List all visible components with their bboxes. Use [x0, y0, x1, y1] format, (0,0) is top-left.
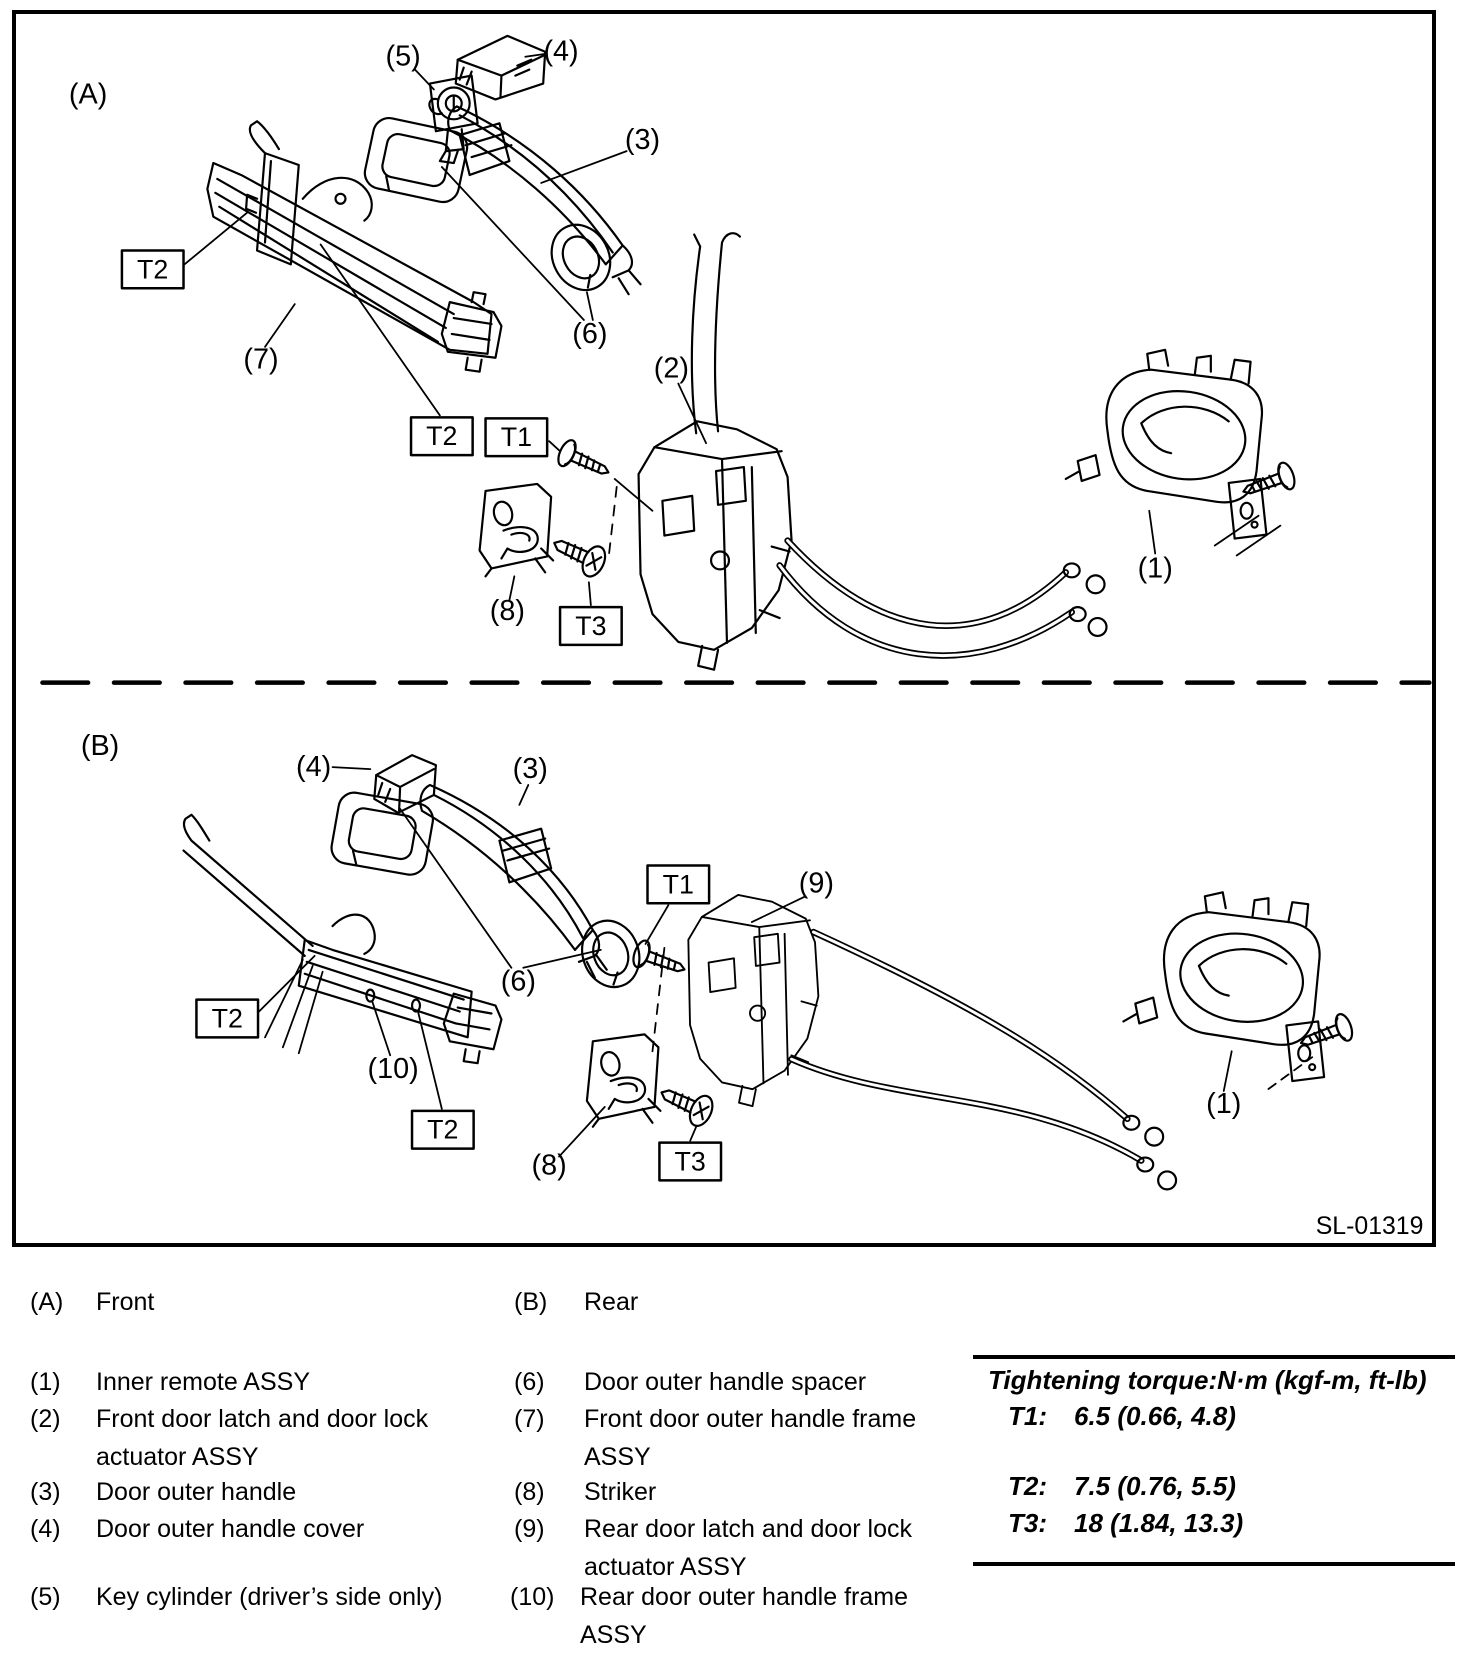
legend-label: Inner remote ASSY — [96, 1368, 311, 1396]
section-b — [81, 730, 1355, 1189]
outer-handle-b-drawing — [420, 785, 606, 978]
legend-ref: (B) — [514, 1288, 548, 1316]
latch-rods-a — [692, 233, 740, 433]
legend-ref: (9) — [514, 1515, 545, 1543]
torque-tag-t2-b2 — [412, 1012, 474, 1149]
svg-text:T2: T2 — [427, 1114, 459, 1145]
torque-table-title: Tightening torque:N·m (kgf-m, ft-lb) — [988, 1365, 1427, 1395]
legend-section-b — [514, 1283, 929, 1321]
section-a-tag: (A) — [68, 78, 108, 111]
legend-ref: (7) — [514, 1405, 545, 1433]
legend-item-3 — [30, 1473, 496, 1511]
legend-ref: (10) — [510, 1583, 555, 1611]
leader-5 — [415, 70, 434, 90]
svg-text:T2: T2 — [137, 254, 169, 285]
legend-item-6 — [514, 1363, 929, 1401]
legend-item-4 — [30, 1510, 496, 1548]
cables-a — [780, 541, 1107, 656]
callout-6a: (6) — [572, 317, 608, 350]
legend-ref: (2) — [30, 1405, 61, 1433]
torque-row-value: 7.5 (0.76, 5.5) — [1074, 1471, 1236, 1501]
callout-3b: (3) — [512, 753, 548, 786]
torque-tag-t3-a — [560, 582, 622, 645]
svg-text:T3: T3 — [575, 610, 607, 641]
torque-row-t2 — [1008, 1471, 1236, 1502]
legend-ref: (3) — [30, 1478, 61, 1506]
legend-label: Door outer handle cover — [96, 1515, 365, 1543]
inner-remote-b-drawing — [1123, 892, 1324, 1081]
torque-tag-t3-b — [659, 1127, 721, 1181]
rear-latch-drawing — [688, 895, 818, 1106]
callout-3a: (3) — [624, 124, 661, 157]
torque-table-bottom-rule — [973, 1562, 1455, 1566]
callout-6b: (6) — [500, 965, 536, 998]
legend-label: Front door outer handle frame ASSY — [584, 1405, 917, 1471]
screw-t3-a — [548, 529, 610, 580]
torque-row-tag: T3: — [1008, 1508, 1047, 1538]
callout-2: (2) — [653, 352, 689, 385]
legend-ref: (5) — [30, 1583, 61, 1611]
striker-a — [480, 484, 554, 576]
leader-8b — [559, 1107, 605, 1157]
callout-9: (9) — [798, 867, 835, 900]
callout-5: (5) — [385, 40, 421, 73]
torque-table-top-rule — [973, 1355, 1455, 1359]
leader-3a — [541, 151, 626, 183]
callout-7: (7) — [243, 343, 279, 376]
callout-4a: (4) — [543, 35, 579, 68]
torque-row-value: 18 (1.84, 13.3) — [1074, 1508, 1244, 1538]
screw-t1-a — [555, 438, 614, 485]
torque-row-t1 — [1008, 1401, 1236, 1432]
svg-text:T1: T1 — [500, 422, 533, 453]
legend-label: Rear door latch and door lock actuator ASSY — [584, 1515, 912, 1581]
outer-handle-a-drawing — [448, 106, 640, 294]
screw-t3-b — [655, 1078, 717, 1129]
section-a — [69, 36, 1298, 670]
callout-1b: (1) — [1206, 1087, 1242, 1120]
svg-text:T2: T2 — [426, 421, 458, 452]
legend-item-1 — [30, 1363, 496, 1401]
legend-item-8 — [514, 1473, 929, 1511]
leader-10 — [372, 1002, 390, 1056]
leader-1b — [1224, 1051, 1232, 1091]
legend-ref: (A) — [30, 1288, 64, 1316]
legend-label: Rear door outer handle frame ASSY — [580, 1583, 908, 1649]
legend-label: Door outer handle — [96, 1478, 297, 1506]
remote-a-pointer-lines — [1215, 516, 1281, 556]
cables-b — [792, 932, 1176, 1189]
handle-frame-a-drawing — [207, 121, 501, 371]
legend-section-a — [30, 1283, 496, 1321]
leader-4b — [333, 767, 371, 769]
striker-b — [587, 1034, 661, 1126]
exploded-diagram — [16, 14, 1432, 1243]
callout-1a: (1) — [1137, 552, 1173, 585]
legend-ref: (1) — [30, 1368, 61, 1396]
latch-dashes-a — [609, 487, 617, 557]
legend-item-5 — [30, 1578, 496, 1616]
legend-ref: (6) — [514, 1368, 545, 1396]
legend-ref: (4) — [30, 1515, 61, 1543]
handle-cover-b-drawing — [374, 755, 436, 813]
leader-3b — [519, 785, 528, 805]
legend-ref: (8) — [514, 1478, 545, 1506]
handle-cover-a-drawing — [456, 36, 545, 100]
torque-row-tag: T2: — [1008, 1471, 1047, 1501]
leader-t1-screw-a — [615, 479, 653, 511]
front-latch-drawing — [639, 421, 792, 669]
legend-label: Key cylinder (driver’s side only) — [96, 1583, 443, 1611]
section-b-tag: (B) — [80, 730, 120, 763]
leader-7 — [265, 304, 295, 347]
legend-item-9 — [514, 1510, 929, 1586]
diagram-frame — [12, 10, 1436, 1247]
legend-label: Door outer handle spacer — [584, 1368, 867, 1396]
inner-remote-a-drawing — [1066, 350, 1267, 539]
screw-remote-a — [1239, 461, 1298, 505]
legend-label: Front door latch and door lock actuator ASSY — [96, 1405, 429, 1471]
svg-text:T3: T3 — [674, 1146, 706, 1177]
torque-tag-t1-a — [486, 418, 561, 456]
callout-10: (10) — [367, 1053, 419, 1086]
torque-row-tag: T1: — [1008, 1401, 1047, 1431]
legend-label: Rear — [584, 1288, 639, 1316]
legend-item-10 — [510, 1578, 925, 1654]
leader-1a — [1149, 511, 1155, 554]
svg-text:T1: T1 — [662, 869, 694, 900]
legend-label: Front — [96, 1288, 155, 1316]
torque-tag-t2-b1 — [196, 956, 314, 1037]
callout-4b: (4) — [296, 751, 332, 784]
torque-row-t3 — [1008, 1508, 1243, 1539]
callout-8b: (8) — [531, 1149, 567, 1182]
torque-row-value: 6.5 (0.66, 4.8) — [1074, 1401, 1236, 1431]
legend-item-7 — [514, 1400, 929, 1476]
callout-8a: (8) — [489, 595, 526, 628]
svg-text:T2: T2 — [211, 1003, 243, 1034]
legend-label: Striker — [584, 1478, 657, 1506]
torque-tag-t1-b — [646, 865, 710, 943]
legend-item-2 — [30, 1400, 496, 1476]
figure-id: SL-01319 — [1315, 1213, 1424, 1241]
